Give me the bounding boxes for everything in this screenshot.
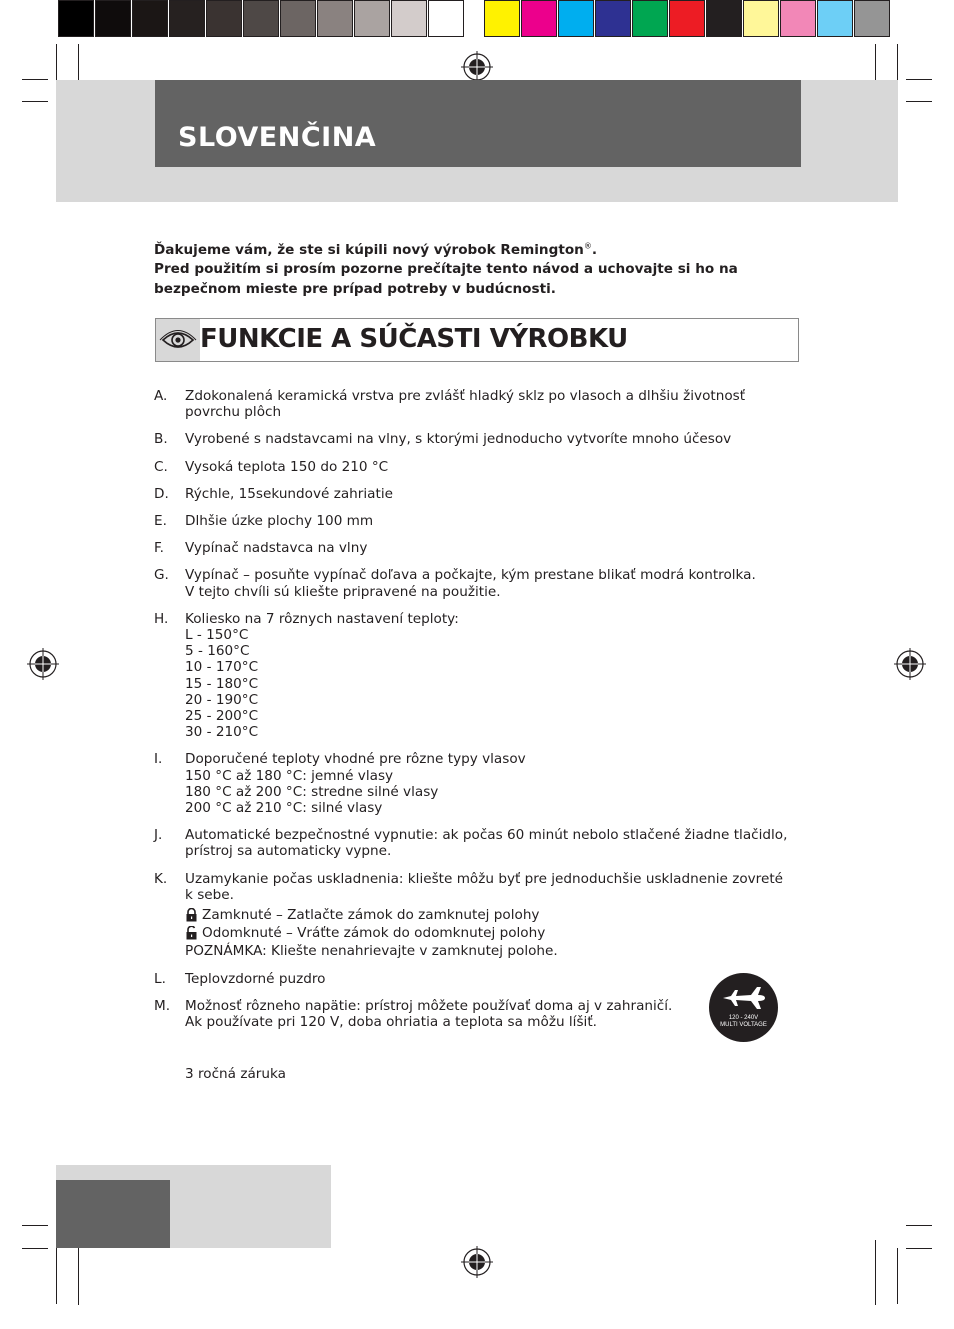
item-line: Teplovzdorné puzdro bbox=[185, 970, 326, 987]
item-letter: H. bbox=[154, 610, 169, 627]
item-line: 10 - 170°C bbox=[185, 659, 259, 676]
section-icon-box bbox=[156, 319, 200, 361]
features-list bbox=[154, 388, 804, 1041]
color-swatch bbox=[817, 0, 853, 37]
lock-closed-icon bbox=[185, 908, 198, 922]
multi-voltage-badge bbox=[709, 973, 778, 1042]
item-line: Zdokonalená keramická vrstva pre zvlášť hladký sklz po vlasoch a dlhšiu životnosť bbox=[185, 388, 746, 404]
color-swatch bbox=[706, 0, 742, 37]
item-line: prístroj sa automaticky vypne. bbox=[185, 843, 392, 860]
locked-text: Zamknuté – Zatlačte zámok do zamknutej polohy bbox=[202, 907, 540, 924]
color-swatch bbox=[206, 0, 242, 37]
color-swatch bbox=[595, 0, 631, 37]
item-line: Možnosť rôzneho napätie: prístroj môžete používať doma aj v zahraničí. bbox=[185, 997, 673, 1014]
voltage-range-text: 120 - 240V bbox=[728, 1015, 759, 1021]
color-swatch bbox=[558, 0, 594, 37]
intro-line-3: bezpečnom mieste pre prípad potreby v budúcnosti. bbox=[154, 280, 556, 297]
item-letter: G. bbox=[154, 567, 169, 584]
crop-mark bbox=[22, 79, 48, 80]
crop-mark bbox=[906, 1248, 932, 1249]
item-line: Vysoká teplota 150 do 210 °C bbox=[185, 458, 389, 475]
crop-mark bbox=[875, 1240, 876, 1305]
unlocked-text: Odomknuté – Vráťte zámok do odomknutej polohy bbox=[202, 925, 546, 942]
list-item-k bbox=[154, 871, 804, 960]
crop-mark bbox=[78, 1240, 79, 1305]
color-swatch bbox=[317, 0, 353, 37]
item-letter: D. bbox=[154, 485, 169, 502]
crop-mark bbox=[897, 1248, 898, 1304]
intro-line-1: Ďakujeme vám, že ste si kúpili nový výrobok Remington®. bbox=[154, 241, 598, 258]
item-line: Ak používate pri 120 V, doba ohriatia a teplota sa môžu líšiť. bbox=[185, 1014, 597, 1031]
warranty-text: 3 ročná záruka bbox=[185, 1066, 286, 1082]
list-item bbox=[154, 540, 804, 556]
item-letter: K. bbox=[154, 870, 168, 887]
item-letter: C. bbox=[154, 458, 168, 475]
color-swatch bbox=[632, 0, 668, 37]
color-swatch bbox=[58, 0, 94, 37]
airplane-icon bbox=[721, 981, 767, 1013]
page-title: SLOVENČINA bbox=[178, 122, 377, 153]
item-line: Uzamykanie počas uskladnenia: kliešte môžu byť pre jednoduchšie uskladnenie zovreté bbox=[185, 870, 784, 887]
item-letter: M. bbox=[154, 997, 171, 1014]
cmyk-color-bar bbox=[484, 0, 891, 39]
crop-mark bbox=[56, 44, 57, 80]
list-item-l bbox=[154, 971, 804, 987]
registration-mark-icon bbox=[461, 1246, 493, 1278]
item-line: 200 °C až 210 °C: silné vlasy bbox=[185, 800, 383, 817]
item-line: 30 - 210°C bbox=[185, 724, 259, 741]
item-line: V tejto chvíli sú kliešte pripravené na použitie. bbox=[185, 583, 501, 600]
crop-mark bbox=[906, 1225, 932, 1226]
crop-mark bbox=[906, 101, 932, 102]
color-swatch bbox=[95, 0, 131, 37]
item-line: Doporučené teploty vhodné pre rôzne typy vlasov bbox=[185, 751, 526, 768]
item-line: Vyrobené s nadstavcami na vlny, s ktorými jednoducho vytvoríte mnoho účesov bbox=[185, 431, 732, 448]
item-line: Dlhšie úzke plochy 100 mm bbox=[185, 513, 374, 530]
item-line: 20 - 190°C bbox=[185, 691, 259, 708]
color-swatch bbox=[484, 0, 520, 37]
color-swatch bbox=[854, 0, 890, 37]
list-item bbox=[154, 486, 804, 502]
color-swatch bbox=[354, 0, 390, 37]
crop-mark bbox=[906, 79, 932, 80]
section-title: FUNKCIE A SÚČASTI VÝROBKU bbox=[200, 324, 628, 354]
item-letter: I. bbox=[154, 751, 163, 768]
item-line: 150 °C až 180 °C: jemné vlasy bbox=[185, 767, 394, 784]
item-letter: L. bbox=[154, 970, 166, 987]
color-swatch bbox=[743, 0, 779, 37]
crop-mark bbox=[22, 101, 48, 102]
color-swatch bbox=[428, 0, 464, 37]
lock-open-icon bbox=[185, 926, 198, 940]
color-swatch bbox=[132, 0, 168, 37]
color-swatch bbox=[243, 0, 279, 37]
list-item bbox=[154, 611, 804, 741]
color-swatch bbox=[521, 0, 557, 37]
color-swatch bbox=[391, 0, 427, 37]
item-line: Automatické bezpečnostné vypnutie: ak počas 60 minút nebolo stlačené žiadne tlačidlo, bbox=[185, 827, 788, 844]
item-line: 180 °C až 200 °C: stredne silné vlasy bbox=[185, 783, 439, 800]
list-item bbox=[154, 459, 804, 475]
eye-icon bbox=[156, 319, 200, 361]
registration-mark-icon bbox=[27, 648, 59, 680]
item-line: L - 150°C bbox=[185, 627, 249, 644]
list-item bbox=[154, 513, 804, 529]
grayscale-color-bar bbox=[58, 0, 465, 39]
list-item bbox=[154, 751, 804, 816]
crop-mark bbox=[22, 1225, 48, 1226]
crop-mark bbox=[897, 44, 898, 80]
list-item bbox=[154, 431, 804, 447]
list-item bbox=[154, 827, 804, 859]
item-line: povrchu plôch bbox=[185, 404, 282, 421]
item-letter: F. bbox=[154, 540, 164, 557]
intro-line-2: Pred použitím si prosím pozorne prečítajte tento návod a uchovajte si ho na bbox=[154, 261, 738, 278]
section-header bbox=[155, 318, 799, 362]
item-letter: J. bbox=[154, 827, 163, 844]
item-letter: E. bbox=[154, 513, 167, 530]
color-swatch bbox=[280, 0, 316, 37]
list-item-m bbox=[154, 998, 804, 1030]
item-line: Rýchle, 15sekundové zahriatie bbox=[185, 485, 393, 502]
list-item bbox=[154, 567, 804, 599]
intro-text bbox=[154, 236, 794, 299]
registration-mark-icon bbox=[461, 51, 493, 83]
list-item bbox=[154, 388, 804, 420]
crop-mark bbox=[22, 1248, 48, 1249]
item-line: 5 - 160°C bbox=[185, 643, 250, 660]
item-line: 25 - 200°C bbox=[185, 708, 259, 725]
item-line: Koliesko na 7 rôznych nastavení teploty: bbox=[185, 610, 459, 627]
registration-mark-icon bbox=[894, 648, 926, 680]
crop-mark bbox=[56, 1248, 57, 1304]
item-line: 15 - 180°C bbox=[185, 675, 259, 692]
item-letter: B. bbox=[154, 431, 168, 448]
note-text: POZNÁMKA: Kliešte nenahrievajte v zamknutej polohe. bbox=[185, 943, 558, 960]
item-letter: A. bbox=[154, 388, 168, 404]
color-swatch bbox=[780, 0, 816, 37]
multi-voltage-text: MULTI VOLTAGE bbox=[720, 1022, 767, 1028]
item-line: k sebe. bbox=[185, 886, 234, 903]
item-line: Vypínač – posuňte vypínač doľava a počkajte, kým prestane blikať modrá kontrolka. bbox=[185, 567, 756, 584]
footer-box bbox=[56, 1180, 170, 1248]
item-line: Vypínač nadstavca na vlny bbox=[185, 540, 368, 557]
color-swatch bbox=[669, 0, 705, 37]
color-swatch bbox=[169, 0, 205, 37]
